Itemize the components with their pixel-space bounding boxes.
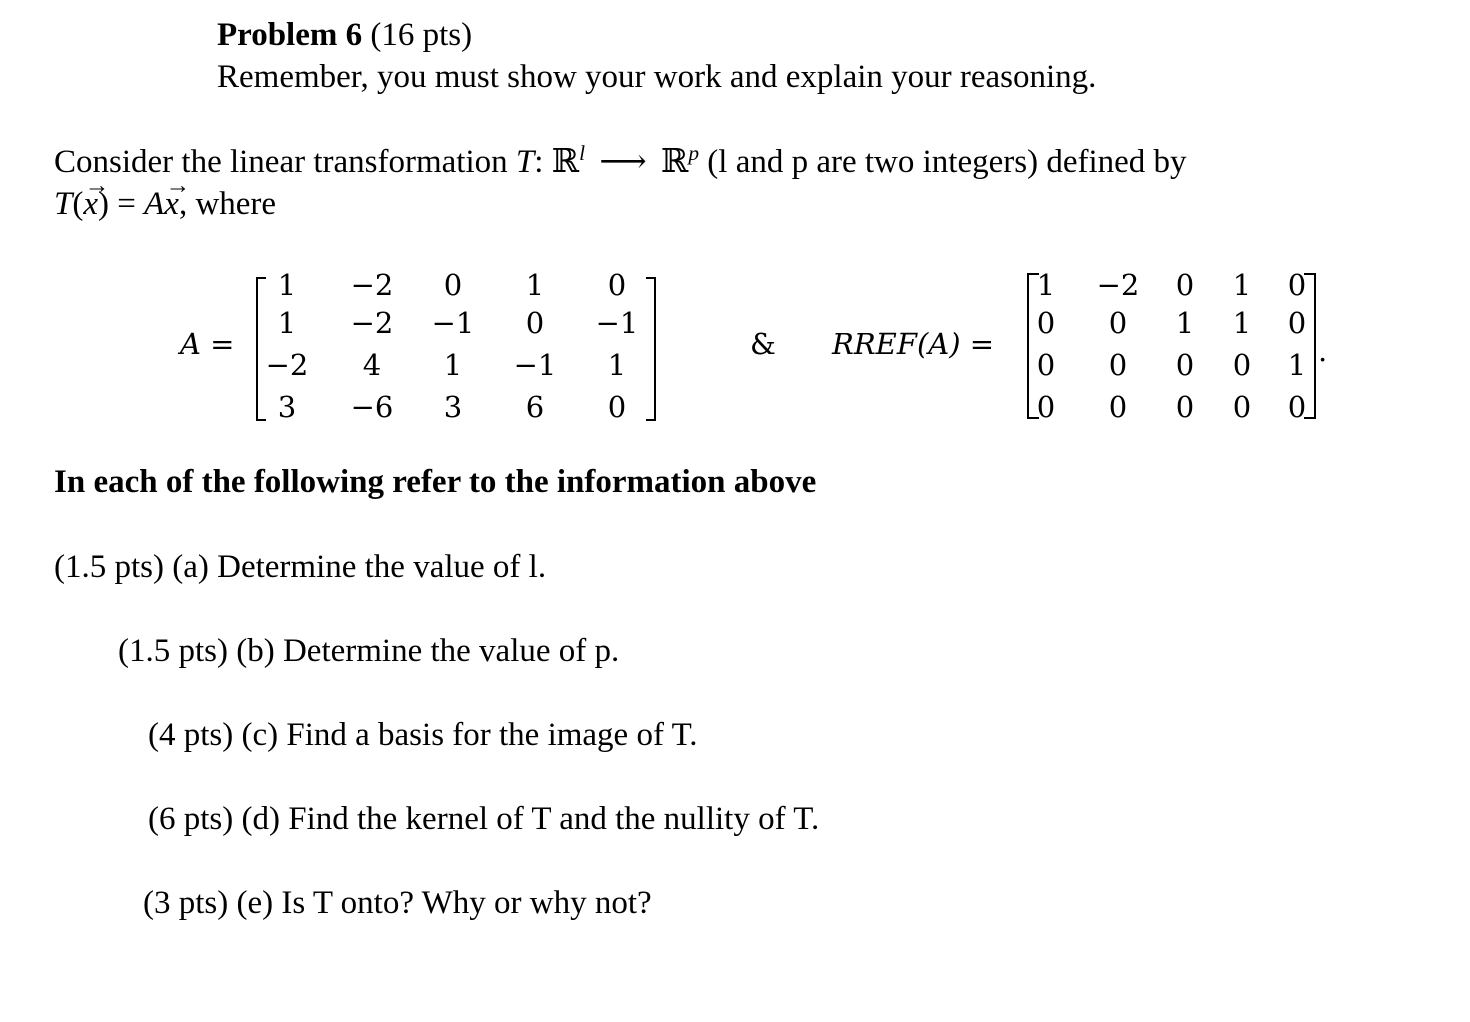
matrix-a-cell: 3 xyxy=(277,390,297,424)
rref-cell: 0 xyxy=(1175,268,1195,302)
rref-cell: 0 xyxy=(1175,390,1195,424)
equals-part: ) = xyxy=(98,186,145,222)
matrix-a-cell: 0 xyxy=(607,268,627,302)
rref-cell: 0 xyxy=(1287,390,1307,424)
map-colon: : xyxy=(534,144,544,180)
part-a: (1.5 pts) (a) Determine the value of l. xyxy=(54,549,547,585)
codomain-symbol: ℝ xyxy=(660,144,689,180)
rref-cell: 0 xyxy=(1287,268,1307,302)
rref-cell: 0 xyxy=(1108,390,1128,424)
matrix-a-cell: 1 xyxy=(607,348,627,382)
matrix-a-cell: 6 xyxy=(525,390,545,424)
matrix-a-cell: −2 xyxy=(350,268,394,302)
problem-title xyxy=(217,19,472,52)
rref-cell: 0 xyxy=(1036,390,1056,424)
intro-line-1 xyxy=(54,141,1187,180)
reminder-text: Remember, you must show your work and explain your reasoning. xyxy=(217,59,1097,95)
rref-label: RREF(A) = xyxy=(832,327,995,361)
rref-cell: 0 xyxy=(1232,348,1252,382)
matrix-symbol-A: A xyxy=(144,186,165,222)
codomain-dimension: p xyxy=(688,141,700,166)
matrix-a-cell: −1 xyxy=(513,348,557,382)
matrix-a-cell: −2 xyxy=(265,348,309,382)
matrix-a-cell: −2 xyxy=(350,306,394,340)
rref-cell: 0 xyxy=(1232,390,1252,424)
rref-cell: 1 xyxy=(1232,268,1252,302)
matrix-a-cell: −1 xyxy=(595,306,639,340)
matrix-a-cell: 1 xyxy=(277,268,297,302)
rref-cell: 0 xyxy=(1287,306,1307,340)
rref-trailing-period: . xyxy=(1318,334,1328,368)
matrix-a-cell: 1 xyxy=(525,268,545,302)
rref-cell: 1 xyxy=(1287,348,1307,382)
matrix-a-label: A = xyxy=(180,327,235,361)
rref-cell: 0 xyxy=(1108,348,1128,382)
matrix-a-right-bracket xyxy=(646,277,656,421)
matrix-a-cell: 0 xyxy=(607,390,627,424)
matrix-a-cell: −1 xyxy=(431,306,475,340)
matrix-a-cell: 3 xyxy=(443,390,463,424)
instruction-heading: In each of the following refer to the information above xyxy=(54,464,817,500)
rref-cell: 0 xyxy=(1036,306,1056,340)
matrix-a-cell: 0 xyxy=(443,268,463,302)
rref-cell: 0 xyxy=(1036,348,1056,382)
matrix-a-cell: −6 xyxy=(350,390,394,424)
rref-cell: 0 xyxy=(1175,348,1195,382)
part-e: (3 pts) (e) Is T onto? Why or why not? xyxy=(143,885,652,921)
vector-x-2: x → xyxy=(164,188,179,221)
matrix-a-cell: 0 xyxy=(525,306,545,340)
ampersand: & xyxy=(750,327,776,361)
matrix-a-cell: 1 xyxy=(443,348,463,382)
intro-line-2: T(x →) = Ax →, where xyxy=(54,188,276,221)
func-T: T xyxy=(54,186,73,222)
matrix-a-cell: 4 xyxy=(362,348,382,382)
rref-cell: 1 xyxy=(1232,306,1252,340)
part-b: (1.5 pts) (b) Determine the value of p. xyxy=(118,633,620,669)
rref-cell: −2 xyxy=(1096,268,1140,302)
domain-symbol: ℝ xyxy=(551,144,580,180)
part-c: (4 pts) (c) Find a basis for the image of T. xyxy=(148,717,698,753)
problem-label: Problem 6 xyxy=(217,17,363,53)
part-d: (6 pts) (d) Find the kernel of T and the nullity of T. xyxy=(148,801,820,837)
rref-cell: 1 xyxy=(1175,306,1195,340)
problem-points: (16 pts) xyxy=(370,17,473,53)
maps-to-arrow: ⟶ xyxy=(599,144,647,180)
rref-cell: 1 xyxy=(1036,268,1056,302)
intro-suffix: (l and p are two integers) defined by xyxy=(699,144,1187,180)
matrix-a-cell: 1 xyxy=(277,306,297,340)
vector-x: x → xyxy=(83,188,98,221)
where-text: , where xyxy=(178,186,277,222)
intro-prefix: Consider the linear transformation xyxy=(54,144,516,180)
domain-dimension: l xyxy=(579,141,586,166)
map-symbol-T: T xyxy=(515,144,535,180)
rref-cell: 0 xyxy=(1108,306,1128,340)
